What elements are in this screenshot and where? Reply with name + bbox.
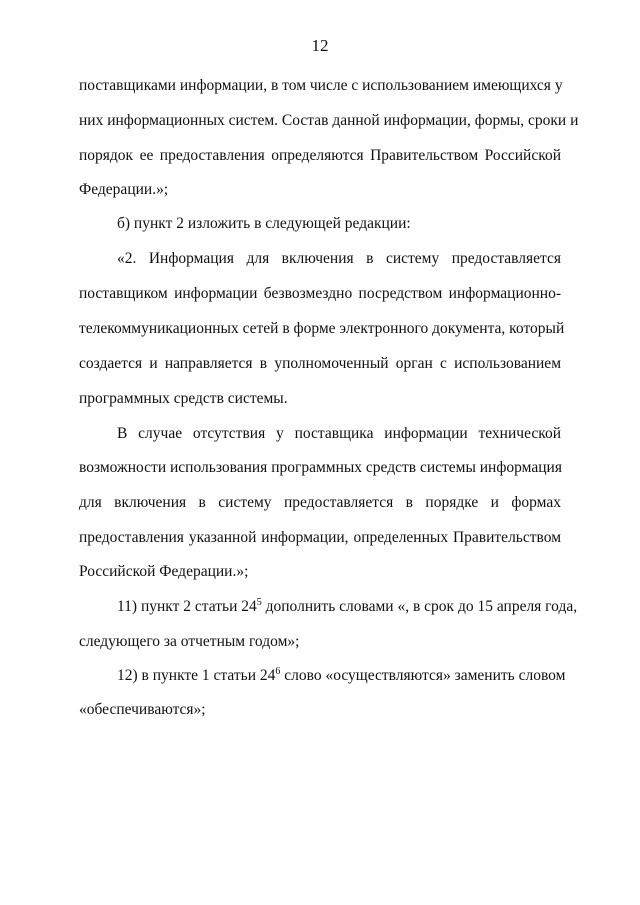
- text-segment: слово «осуществляются» заменить словом: [280, 667, 566, 684]
- text-line: порядок ее предоставления определяются Правительством Российской: [79, 147, 561, 164]
- text-line: [117, 597, 578, 617]
- text-line: Федерации.»;: [79, 181, 169, 198]
- text-line: поставщиками информации, в том числе с использованием имеющихся у: [79, 77, 563, 94]
- text-line: [117, 666, 566, 686]
- text-line: «2. Информация для включения в систему предоставляется: [117, 250, 561, 267]
- text-line: б) пункт 2 изложить в следующей редакции:: [117, 215, 411, 232]
- text-line: создается и направляется в уполномоченный орган с использованием: [79, 355, 561, 372]
- text-line: программных средств системы.: [79, 390, 288, 407]
- text-segment: дополнить словами «, в срок до 15 апреля года,: [261, 598, 578, 615]
- text-segment: 11) пункт 2 статьи 24: [117, 598, 257, 615]
- text-line: Российской Федерации.»;: [79, 563, 249, 580]
- text-line: В случае отсутствия у поставщика информации технической: [117, 425, 561, 442]
- page-number: 12: [311, 36, 329, 55]
- text-line: возможности использования программных средств системы информация: [79, 459, 562, 476]
- text-line: телекоммуникационных сетей в форме электронного документа, который: [79, 320, 565, 337]
- text-line: предоставления указанной информации, определенных Правительством: [79, 529, 561, 546]
- superscript: 6: [275, 666, 281, 677]
- text-segment: 12) в пункте 1 статьи 24: [117, 667, 276, 684]
- text-line: следующего за отчетным годом»;: [79, 633, 300, 650]
- text-line: них информационных систем. Состав данной информации, формы, сроки и: [79, 112, 579, 129]
- superscript: 5: [256, 597, 262, 608]
- text-line: «обеспечиваются»;: [79, 701, 206, 718]
- text-line: для включения в систему предоставляется в порядке и формах: [79, 494, 561, 511]
- text-line: поставщиком информации безвозмездно посредством информационно-: [79, 285, 561, 302]
